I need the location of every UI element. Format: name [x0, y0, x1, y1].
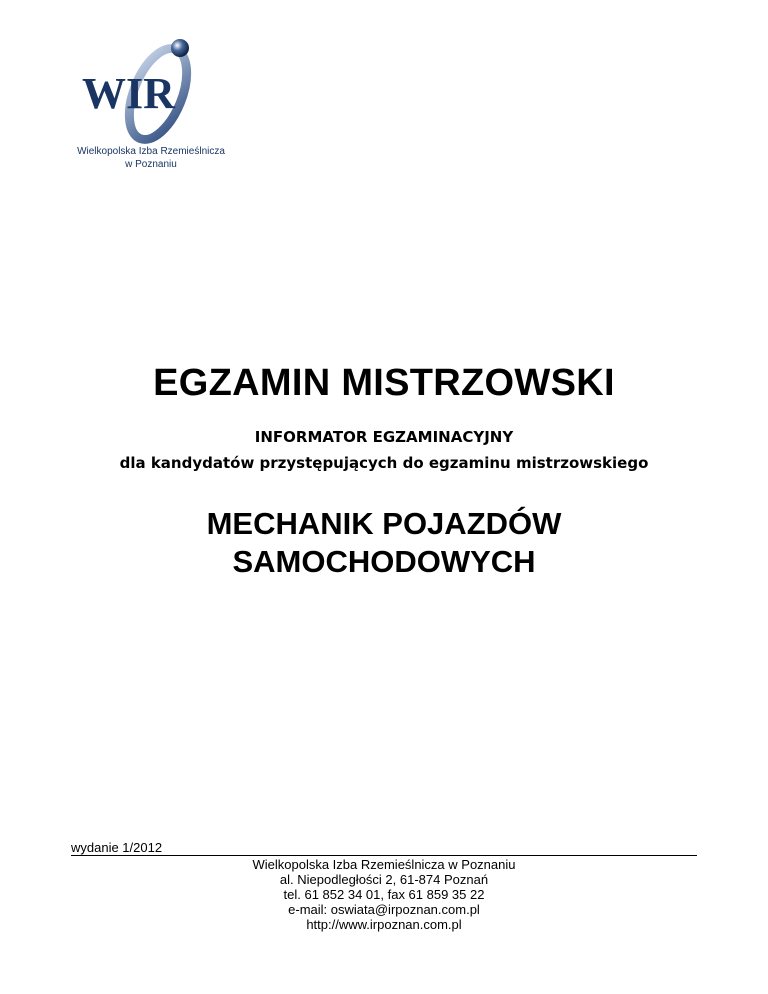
profession-line-1: MECHANIK POJAZDÓW [206, 506, 562, 541]
footer-address: al. Niepodległości 2, 61-874 Poznań [279, 872, 489, 887]
logo-org-name: Wielkopolska Izba Rzemieślnicza [77, 146, 225, 157]
document-audience: dla kandydatów przystępujących do egzaminu mistrzowskiego [119, 454, 649, 472]
footer-phone: tel. 61 852 34 01, fax 61 859 35 22 [283, 887, 485, 902]
document-title: EGZAMIN MISTRZOWSKI [153, 362, 615, 404]
wir-logo-icon [76, 38, 226, 146]
logo-initials: WIR [82, 69, 175, 118]
footer-divider [71, 855, 697, 856]
footer-organization: Wielkopolska Izba Rzemieślnicza w Poznaniu [252, 857, 516, 872]
edition-label: wydanie 1/2012 [71, 840, 163, 855]
logo-org-city: w Poznaniu [125, 159, 177, 170]
document-subtitle: INFORMATOR EGZAMINACYJNY [254, 428, 514, 446]
profession-line-2: SAMOCHODOWYCH [232, 544, 536, 579]
organization-logo [66, 38, 236, 178]
footer-email: e-mail: oswiata@irpoznan.com.pl [288, 902, 480, 917]
footer-contact [0, 857, 768, 932]
footer-website: http://www.irpoznan.com.pl [306, 917, 462, 932]
